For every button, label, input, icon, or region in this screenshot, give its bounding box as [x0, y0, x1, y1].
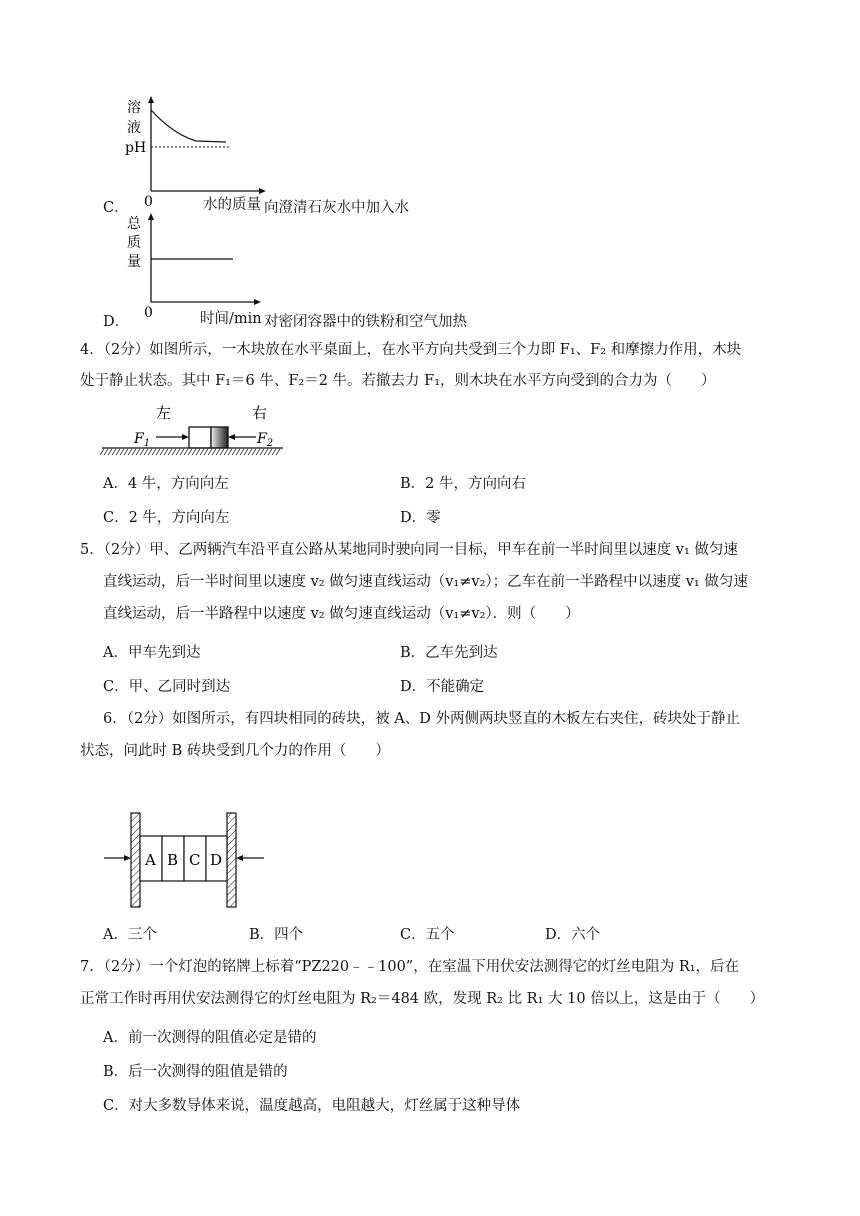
hatch-stroke — [236, 449, 240, 455]
q4-figure-right-label: 右 — [252, 404, 268, 422]
hatch-stroke — [156, 449, 160, 455]
hatch-stroke — [188, 449, 192, 455]
hatch-stroke — [168, 449, 172, 455]
hatch-stroke — [124, 449, 128, 455]
graph-d-y-arrow — [148, 213, 154, 220]
q4-wood-block-dark — [211, 427, 228, 448]
q6-option-a[interactable]: A．三个 — [103, 927, 157, 943]
q4-option-d[interactable]: D．零 — [400, 510, 441, 526]
graph-c-xlabel: 水的质量 — [203, 197, 261, 213]
hatch-stroke — [132, 449, 136, 455]
q4-stem-line2: 处于静止状态。其中 F₁＝6 牛、F₂＝2 牛。若撤去力 F₁，则木块在水平方向受到的合力为（ ） — [80, 373, 716, 389]
q4-stem-line1: 4．（2分）如图所示，一木块放在水平桌面上，在水平方向共受到三个力即 F₁、F₂ 和摩擦力作用，木块 — [80, 342, 742, 358]
q4-option-b[interactable]: B．2 牛，方向向右 — [400, 476, 526, 492]
hatch-stroke — [240, 449, 244, 455]
q4-f1-arrowhead — [182, 434, 189, 440]
hatch-stroke — [244, 449, 248, 455]
q7-option-c[interactable]: C．对大多数导体来说，温度越高，电阻越大，灯丝属于这种导体 — [103, 1098, 521, 1114]
q4-figure-left-label: 左 — [156, 404, 172, 422]
hatch-stroke — [256, 449, 260, 455]
q6-brick-c-label: C — [189, 851, 201, 869]
graph-d — [118, 212, 278, 322]
q5-option-a[interactable]: A．甲车先到达 — [103, 645, 201, 661]
q5-option-b[interactable]: B．乙车先到达 — [400, 645, 498, 661]
hatch-stroke — [112, 449, 116, 455]
q4-option-a[interactable]: A．4 牛，方向向左 — [103, 476, 229, 492]
hatch-stroke — [196, 449, 200, 455]
q6-option-c[interactable]: C．五个 — [400, 927, 455, 943]
q4-table-hatching — [100, 449, 280, 455]
q4-option-c[interactable]: C．2 牛，方向向左 — [103, 510, 230, 526]
hatch-stroke — [116, 449, 120, 455]
q4-f1-label: $F_1$ — [134, 431, 151, 449]
q6-right-board — [227, 813, 236, 907]
hatch-stroke — [180, 449, 184, 455]
hatch-stroke — [172, 449, 176, 455]
hatch-stroke — [120, 449, 124, 455]
hatch-stroke — [268, 449, 272, 455]
hatch-stroke — [108, 449, 112, 455]
q6-left-board — [131, 813, 140, 907]
q4-f2-arrowhead — [228, 434, 235, 440]
hatch-stroke — [184, 449, 188, 455]
q3-option-c-desc: 向澄清石灰水中加入水 — [264, 200, 409, 216]
hatch-stroke — [136, 449, 140, 455]
q3-option-c-letter[interactable]: C． — [103, 200, 129, 216]
hatch-stroke — [216, 449, 220, 455]
q6-option-d[interactable]: D．六个 — [545, 927, 601, 943]
q6-left-force-arrowhead — [124, 855, 131, 861]
q3-option-d-letter[interactable]: D． — [103, 314, 130, 330]
graph-d-origin: 0 — [144, 305, 153, 321]
graph-d-x-arrow — [254, 299, 261, 305]
q6-option-b[interactable]: B．四个 — [249, 927, 304, 943]
graph-c-y-arrow — [148, 96, 154, 103]
q4-wood-block-light — [189, 427, 211, 448]
hatch-stroke — [128, 449, 132, 455]
hatch-stroke — [200, 449, 204, 455]
hatch-stroke — [224, 449, 228, 455]
q6-brick-d-label: D — [210, 851, 223, 869]
q6-stem-line2: 状态，问此时 B 砖块受到几个力的作用（ ） — [80, 743, 390, 759]
hatch-stroke — [160, 449, 164, 455]
q6-brick-a-label: A — [145, 851, 156, 869]
hatch-stroke — [144, 449, 148, 455]
q5-stem-line1: 5．（2分）甲、乙两辆汽车沿平直公路从某地同时驶向同一目标，甲车在前一半时间里以速度 v₁ 做匀速 — [80, 542, 738, 558]
q3-option-d-desc: 对密闭容器中的铁粉和空气加热 — [264, 314, 467, 330]
graph-d-xlabel: 时间/min — [200, 311, 262, 327]
graph-c-ylabel-3: pH — [125, 140, 147, 156]
q5-option-d[interactable]: D．不能确定 — [400, 679, 485, 695]
graph-d-ylabel-2: 质 — [127, 235, 141, 251]
hatch-stroke — [100, 449, 104, 455]
graph-c-ylabel-2: 液 — [127, 120, 141, 136]
hatch-stroke — [152, 449, 156, 455]
q4-figure — [98, 397, 288, 463]
graph-c-origin: 0 — [144, 194, 153, 210]
q6-figure — [100, 810, 270, 910]
hatch-stroke — [104, 449, 108, 455]
hatch-stroke — [252, 449, 256, 455]
hatch-stroke — [276, 449, 280, 455]
hatch-stroke — [192, 449, 196, 455]
hatch-stroke — [148, 449, 152, 455]
q4-f2-label: $F_2$ — [257, 431, 274, 449]
hatch-stroke — [220, 449, 224, 455]
hatch-stroke — [260, 449, 264, 455]
hatch-stroke — [164, 449, 168, 455]
q7-option-a[interactable]: A．前一次测得的阻值必定是错的 — [103, 1030, 317, 1046]
hatch-stroke — [228, 449, 232, 455]
q5-option-c[interactable]: C．甲、乙同时到达 — [103, 679, 231, 695]
q7-stem-line1: 7．（2分）一个灯泡的铭牌上标着“PZ220﹣﹣100”，在室温下用伏安法测得它的灯丝电阻为 R₁，后在 — [80, 959, 740, 975]
hatch-stroke — [248, 449, 252, 455]
graph-d-ylabel-3: 量 — [127, 254, 141, 270]
hatch-stroke — [176, 449, 180, 455]
hatch-stroke — [208, 449, 212, 455]
graph-c-curve — [151, 110, 226, 142]
q5-stem-line2: 直线运动，后一半时间里以速度 v₂ 做匀速直线运动（v₁≠v₂）；乙车在前一半路程中以速度 v₁ 做匀速 — [103, 574, 748, 590]
hatch-stroke — [212, 449, 216, 455]
hatch-stroke — [204, 449, 208, 455]
q6-right-force-arrowhead — [236, 855, 243, 861]
hatch-stroke — [232, 449, 236, 455]
q6-brick-b-label: B — [167, 851, 179, 869]
graph-d-ylabel-1: 总 — [127, 216, 141, 232]
graph-c-ylabel-1: 溶 — [127, 100, 141, 116]
hatch-stroke — [272, 449, 276, 455]
hatch-stroke — [140, 449, 144, 455]
hatch-stroke — [264, 449, 268, 455]
q5-stem-line3: 直线运动，后一半路程中以速度 v₂ 做匀速直线运动（v₁≠v₂）．则（ ） — [103, 606, 580, 622]
q7-stem-line2: 正常工作时再用伏安法测得它的灯丝电阻为 R₂＝484 欧，发现 R₂ 比 R₁ 大 10 倍以上，这是由于（ ） — [80, 991, 765, 1007]
q7-option-b[interactable]: B．后一次测得的阻值是错的 — [103, 1064, 288, 1080]
q6-stem-line1: 6．（2分）如图所示，有四块相同的砖块，被 A、D 外两侧两块竖直的木板左右夹住，砖块处于静止 — [103, 711, 741, 727]
